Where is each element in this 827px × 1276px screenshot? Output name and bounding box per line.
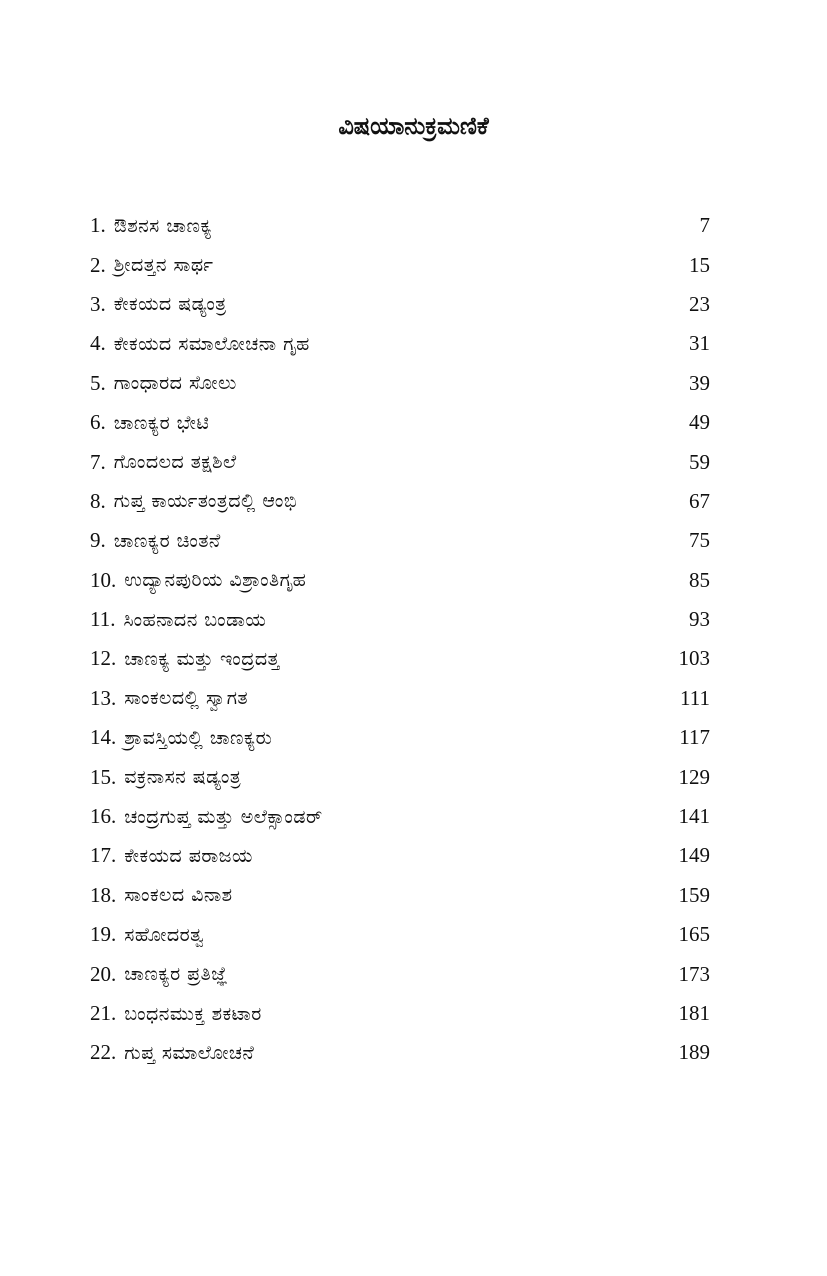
toc-entry-page-number: 7 — [699, 213, 710, 238]
toc-entry-label — [90, 765, 241, 790]
toc-entry-page-number: 67 — [689, 488, 710, 513]
toc-entry-page-number: 181 — [678, 1001, 710, 1025]
toc-entry-21 — [90, 994, 710, 1033]
toc-entry-label — [90, 725, 272, 750]
toc-entry-2 — [90, 245, 710, 284]
toc-entry-10 — [90, 561, 710, 600]
toc-entry-page-number: 49 — [689, 410, 710, 435]
toc-entry-16 — [90, 797, 710, 836]
toc-entry-title: ಉದ್ಯಾನಪುರಿಯ ವಿಶ್ರಾಂತಿಗೃಹ — [124, 569, 307, 592]
toc-entry-title: ಔಶನಸ ಚಾಣಕ್ಯ — [113, 214, 213, 237]
toc-entry-9 — [90, 521, 710, 560]
toc-entry-label — [90, 962, 228, 987]
toc-entry-label — [90, 922, 204, 947]
toc-entry-page-number: 39 — [689, 370, 710, 395]
toc-entry-page-number: 129 — [678, 764, 710, 789]
toc-entry-label — [90, 213, 212, 238]
page-title: ವಿಷಯಾನುಕ್ರಮಣಿಕೆ — [338, 112, 489, 140]
toc-entry-title: ಸಹೋದರತ್ವ — [124, 923, 205, 946]
toc-entry-20 — [90, 954, 710, 993]
toc-entry-page-number: 165 — [678, 922, 710, 947]
toc-entry-page-number: 189 — [678, 1040, 710, 1065]
toc-entry-5 — [90, 364, 710, 403]
table-of-contents — [90, 206, 710, 1073]
toc-entry-number: 9. — [90, 528, 106, 553]
toc-entry-6 — [90, 403, 710, 442]
toc-entry-label — [90, 1040, 254, 1065]
toc-entry-15 — [90, 757, 710, 796]
toc-entry-label — [90, 253, 213, 278]
toc-entry-title: ಗುಪ್ತ ಕಾರ್ಯತಂತ್ರದಲ್ಲಿ ಆಂಭಿ — [113, 490, 298, 513]
toc-entry-title: ಚಂದ್ರಗುಪ್ತ ಮತ್ತು ಅಲೆಕ್ಸಾಂಡರ್ — [124, 805, 323, 828]
toc-entry-4 — [90, 324, 710, 363]
toc-entry-number: 20. — [90, 961, 117, 986]
toc-entry-number: 15. — [90, 764, 117, 789]
toc-entry-page-number: 15 — [689, 252, 710, 277]
toc-entry-title: ಚಾಣಕ್ಯರ ಪ್ರತಿಜ್ಞೆ — [124, 963, 228, 986]
toc-entry-label — [90, 843, 253, 868]
toc-entry-page-number: 75 — [689, 528, 710, 553]
toc-entry-label — [90, 331, 310, 356]
toc-entry-page-number: 173 — [678, 961, 710, 986]
toc-entry-page-number: 31 — [689, 331, 710, 356]
toc-entry-number: 21. — [90, 1001, 117, 1025]
toc-entry-label — [90, 686, 248, 711]
toc-entry-number: 2. — [90, 252, 106, 277]
toc-entry-label — [90, 410, 209, 435]
toc-entry-title: ಕೇಕಯದ ಸಮಾಲೋಚನಾ ಗೃಹ — [113, 332, 310, 355]
toc-entry-number: 12. — [90, 646, 117, 671]
toc-entry-label — [90, 292, 227, 317]
toc-entry-title: ಚಾಣಕ್ಯ ಮತ್ತು ಇಂದ್ರದತ್ತ — [124, 647, 280, 670]
toc-entry-label — [90, 528, 221, 553]
toc-entry-7 — [90, 442, 710, 481]
toc-entry-page-number: 111 — [680, 685, 710, 710]
toc-entry-number: 1. — [90, 213, 106, 238]
toc-entry-11 — [90, 600, 710, 639]
toc-entry-page-number: 23 — [689, 291, 710, 316]
toc-entry-number: 16. — [90, 804, 117, 829]
toc-entry-label — [90, 568, 306, 593]
toc-entry-title: ಚಾಣಕ್ಯರ ಚಿಂತನೆ — [113, 529, 221, 552]
toc-entry-label — [90, 607, 266, 632]
toc-entry-3 — [90, 285, 710, 324]
toc-entry-8 — [90, 482, 710, 521]
toc-entry-title: ಗೊಂದಲದ ತಕ್ಷಶಿಲೆ — [113, 451, 237, 474]
toc-entry-1 — [90, 206, 710, 245]
toc-entry-number: 3. — [90, 291, 106, 316]
toc-entry-title: ಗಾಂಧಾರದ ಸೋಲು — [113, 372, 237, 395]
toc-entry-number: 7. — [90, 449, 106, 474]
toc-entry-label — [90, 450, 237, 475]
toc-entry-label — [90, 489, 297, 514]
toc-entry-title: ಬಂಧನಮುಕ್ತ ಶಕಟಾರ — [124, 1002, 262, 1025]
toc-entry-title: ಚಾಣಕ್ಯರ ಭೇಟಿ — [113, 411, 210, 434]
toc-entry-22 — [90, 1033, 710, 1072]
toc-entry-label — [90, 1001, 262, 1026]
toc-entry-number: 22. — [90, 1040, 117, 1065]
toc-entry-number: 10. — [90, 567, 117, 592]
toc-entry-page-number: 59 — [689, 449, 710, 474]
toc-entry-title: ಶ್ರೀದತ್ತನ ಸಾರ್ಥ — [113, 254, 214, 277]
toc-entry-title: ಕೇಕಯದ ಪರಾಜಯ — [124, 844, 253, 867]
toc-entry-label — [90, 371, 237, 396]
toc-entry-title: ಕೇಕಯದ ಷಡ್ಯಂತ್ರ — [113, 293, 227, 316]
toc-entry-title: ಶ್ರಾವಸ್ತಿಯಲ್ಲಿ ಚಾಣಕ್ಯರು — [124, 726, 273, 749]
toc-entry-page-number: 159 — [678, 882, 710, 907]
toc-entry-14 — [90, 718, 710, 757]
toc-entry-12 — [90, 639, 710, 678]
toc-entry-number: 13. — [90, 685, 117, 710]
toc-entry-page-number: 93 — [689, 607, 710, 632]
toc-entry-number: 17. — [90, 843, 117, 868]
toc-entry-title: ಸಿಂಹನಾದನ ಬಂಡಾಯ — [123, 608, 267, 631]
toc-entry-page-number: 141 — [678, 804, 710, 829]
toc-entry-13 — [90, 679, 710, 718]
toc-entry-label — [90, 883, 233, 908]
toc-entry-page-number: 85 — [689, 567, 710, 592]
toc-entry-19 — [90, 915, 710, 954]
toc-entry-title: ಸಾಂಕಲದ ವಿನಾಶ — [124, 884, 233, 907]
toc-entry-title: ಸಾಂಕಲದಲ್ಲಿ ಸ್ವಾಗತ — [124, 687, 249, 710]
toc-entry-label — [90, 646, 280, 671]
toc-entry-number: 19. — [90, 922, 117, 947]
toc-entry-title: ಗುಪ್ತ ಸಮಾಲೋಚನೆ — [124, 1041, 255, 1064]
toc-entry-number: 5. — [90, 370, 106, 395]
toc-entry-label — [90, 804, 323, 829]
toc-entry-page-number: 103 — [678, 646, 710, 671]
toc-entry-number: 11. — [90, 607, 116, 632]
toc-entry-number: 8. — [90, 488, 106, 513]
toc-entry-title: ವಕ್ರನಾಸನ ಷಡ್ಯಂತ್ರ — [124, 766, 242, 789]
toc-entry-17 — [90, 836, 710, 875]
toc-entry-number: 4. — [90, 331, 106, 356]
toc-entry-page-number: 117 — [679, 725, 710, 750]
toc-entry-number: 6. — [90, 410, 106, 435]
toc-entry-18 — [90, 876, 710, 915]
toc-entry-page-number: 149 — [678, 843, 710, 868]
toc-entry-number: 18. — [90, 882, 117, 907]
toc-entry-number: 14. — [90, 725, 117, 750]
